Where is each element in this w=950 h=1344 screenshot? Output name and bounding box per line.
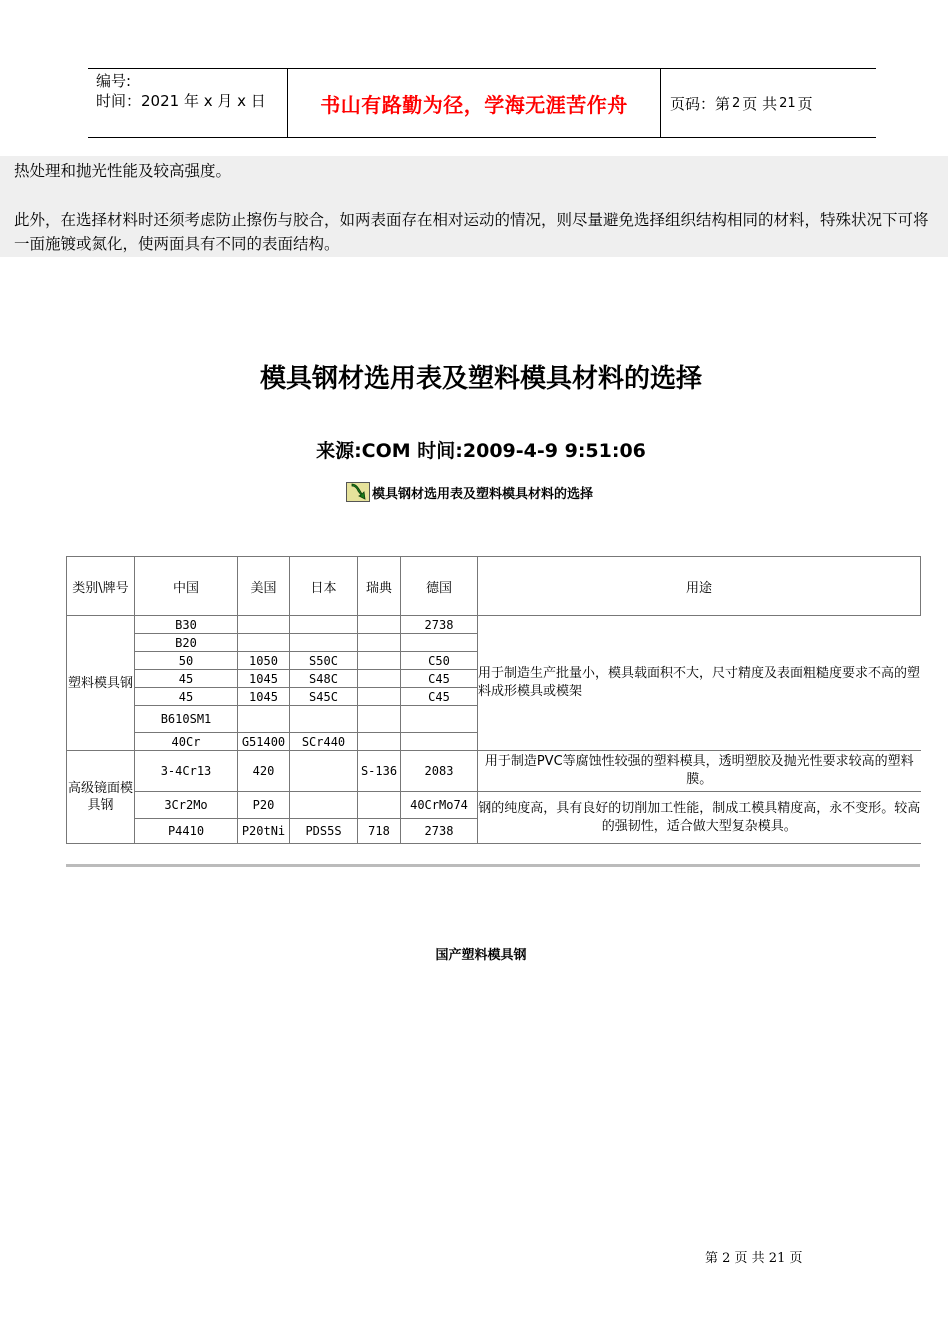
table-header-cell: 瑞典	[358, 557, 401, 616]
table-cell: C50	[401, 652, 478, 670]
table-cell	[358, 652, 401, 670]
code-label: 编号:	[96, 72, 132, 90]
table-cell: C45	[401, 688, 478, 706]
page-suffix: 页	[797, 94, 813, 113]
usage-cell: 钢的纯度高，具有良好的切削加工性能，制成工模具精度高，永不变形。较高的强韧性，适合做大型复杂模具。	[478, 792, 921, 844]
table-cell: B20	[135, 634, 238, 652]
table-cell: C45	[401, 670, 478, 688]
table-cell	[290, 706, 358, 733]
header-motto-box	[287, 69, 661, 137]
intro-paragraph-1: 热处理和抛光性能及较高强度。	[14, 162, 232, 180]
steel-selection-table	[66, 556, 921, 844]
table-cell: S-136	[358, 751, 401, 792]
header-meta	[96, 71, 286, 111]
table-cell: SCr440	[290, 733, 358, 751]
subheading-text: 模具钢材选用表及塑料模具材料的选择	[372, 486, 594, 502]
table-header-cell: 美国	[238, 557, 290, 616]
article-source: 来源:COM 时间:2009-4-9 9:51:06	[316, 440, 646, 462]
table-cell	[401, 706, 478, 733]
table-cell	[238, 616, 290, 634]
table-cell: B610SM1	[135, 706, 238, 733]
page-header	[88, 68, 876, 138]
table-cell	[358, 670, 401, 688]
table-cell: 40CrMo74	[401, 792, 478, 819]
page-mid: 页 共	[742, 94, 778, 113]
table-cell: 45	[135, 688, 238, 706]
table-header-cell: 中国	[135, 557, 238, 616]
table-cell: 2083	[401, 751, 478, 792]
table-cell: 420	[238, 751, 290, 792]
table-row	[67, 751, 921, 792]
table-header-cell: 德国	[401, 557, 478, 616]
article-title: 模具钢材选用表及塑料模具材料的选择	[259, 364, 702, 394]
table-cell	[290, 751, 358, 792]
table-header-cell: 类别\牌号	[67, 557, 135, 616]
table-header-cell: 用途	[478, 557, 921, 616]
table-cell: S48C	[290, 670, 358, 688]
table-row	[67, 792, 921, 819]
table-cell: 3Cr2Mo	[135, 792, 238, 819]
page-total: 21	[779, 95, 796, 111]
table-cell: 3-4Cr13	[135, 751, 238, 792]
table-row	[67, 616, 921, 634]
table-cell: P4410	[135, 819, 238, 844]
page-footer: 第 2 页 共 21 页	[705, 1251, 803, 1266]
table-cell: 50	[135, 652, 238, 670]
table-cell	[358, 634, 401, 652]
article-subheading	[346, 482, 593, 502]
header-motto: 书山有路勤为径，学海无涯苦作舟	[320, 92, 628, 117]
page-prefix: 页码：第	[670, 94, 731, 113]
table-cell	[358, 706, 401, 733]
table-cell	[401, 634, 478, 652]
table-shadow	[66, 864, 920, 867]
table-cell	[401, 733, 478, 751]
table-cell: G51400	[238, 733, 290, 751]
table-header-cell: 日本	[290, 557, 358, 616]
table-cell	[358, 733, 401, 751]
table-cell: B30	[135, 616, 238, 634]
table-cell: P20tNi	[238, 819, 290, 844]
table-cell: 718	[358, 819, 401, 844]
table-cell	[358, 792, 401, 819]
table-cell: P20	[238, 792, 290, 819]
usage-cell: 用于制造PVC等腐蚀性较强的塑料模具，透明塑胶及抛光性要求较高的塑料膜。	[478, 751, 921, 792]
table-cell	[290, 792, 358, 819]
table-cell	[238, 634, 290, 652]
usage-cell: 用于制造生产批量小，模具载面积不大，尺寸精度及表面粗糙度要求不高的塑料成形模具或模架	[478, 616, 921, 751]
table-cell	[290, 634, 358, 652]
page-number: 2	[732, 95, 741, 111]
table-cell	[238, 706, 290, 733]
table-header-row	[67, 557, 921, 616]
table-cell: S45C	[290, 688, 358, 706]
header-page-info	[670, 69, 813, 137]
table-cell: 2738	[401, 616, 478, 634]
table-cell: 1045	[238, 670, 290, 688]
table-cell	[358, 616, 401, 634]
category-cell: 塑料模具钢	[67, 616, 135, 751]
intro-paragraph-2: 此外，在选择材料时还须考虑防止擦伤与胶合，如两表面存在相对运动的情况，则尽量避免选择组织结构相同的材料，特殊状况下可将一面施镀或氮化，使两面具有不同的表面结构。	[14, 211, 929, 253]
table-cell: PDS5S	[290, 819, 358, 844]
table-cell: 45	[135, 670, 238, 688]
category-cell: 高级镜面模具钢	[67, 751, 135, 844]
table-cell	[290, 616, 358, 634]
section-heading: 国产塑料模具钢	[435, 948, 527, 963]
table-cell: S50C	[290, 652, 358, 670]
time-label: 时间：2021 年 x 月 x 日	[96, 92, 266, 110]
table-cell: 1050	[238, 652, 290, 670]
table-cell: 1045	[238, 688, 290, 706]
table-cell: 40Cr	[135, 733, 238, 751]
table-cell: 2738	[401, 819, 478, 844]
intro-section	[0, 156, 948, 257]
arrow-icon	[346, 482, 370, 502]
table-cell	[358, 688, 401, 706]
